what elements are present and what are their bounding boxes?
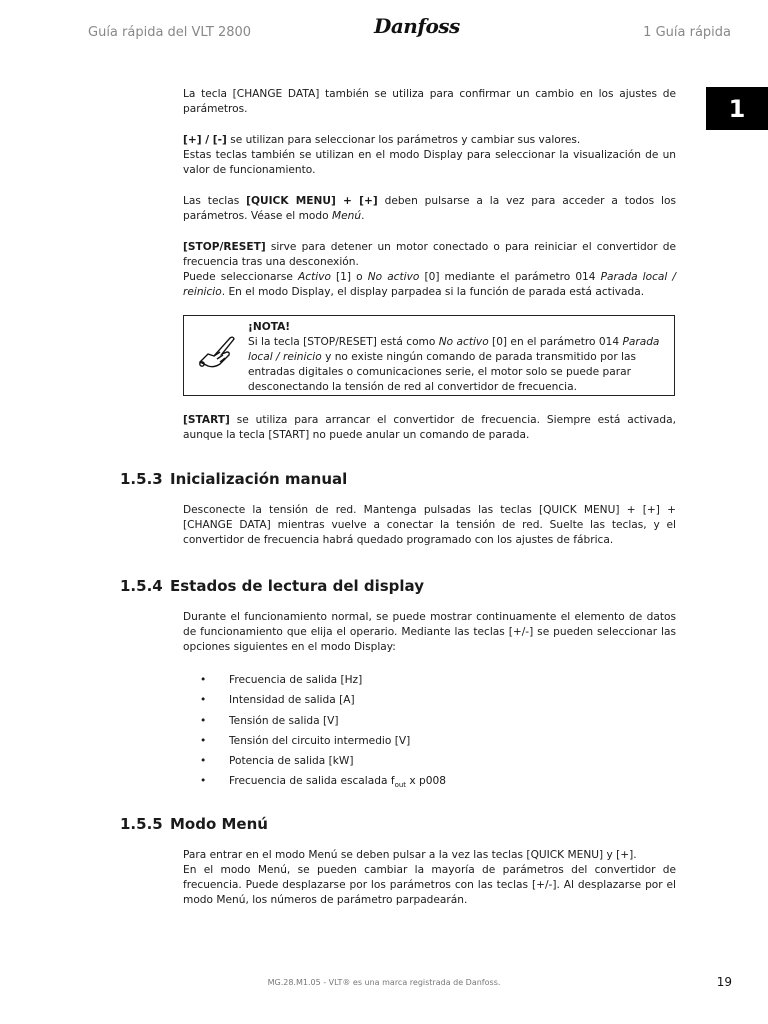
paragraph-start bbox=[183, 413, 676, 443]
note-title: ¡NOTA! bbox=[248, 321, 291, 333]
chapter-tab: 1 bbox=[706, 87, 768, 130]
pointing-hand-icon bbox=[194, 328, 238, 372]
subscript: out bbox=[394, 781, 407, 790]
list-item: • Intensidad de salida [A] bbox=[200, 690, 446, 710]
text: Para entrar en el modo Menú se deben pulsar a la vez las teclas [QUICK MENU] y [+]. bbox=[183, 849, 637, 861]
text: Si la tecla [STOP/RESET] está como bbox=[248, 336, 439, 348]
text: Frecuencia de salida escalada f bbox=[229, 775, 395, 788]
text: En el modo Menú, se pueden cambiar la mayoría de parámetros del convertidor de frecuencia. Puede desplazarse por los parámetros con las teclas [+/-]. Al desplazarse por el modo Menú, los números de parámetro parpadearán. bbox=[183, 864, 676, 906]
note-text bbox=[248, 320, 672, 395]
list-item: • Potencia de salida [kW] bbox=[200, 751, 446, 771]
section-heading-1-5-3 bbox=[120, 470, 347, 488]
key-plus-minus: [+] / [-] bbox=[183, 134, 227, 146]
display-options-list bbox=[200, 670, 446, 796]
list-item: • Tensión del circuito intermedio [V] bbox=[200, 731, 446, 751]
option-no-active: No activo bbox=[438, 336, 489, 348]
text: [0] mediante el parámetro 014 bbox=[419, 271, 601, 283]
paragraph-stop-reset bbox=[183, 240, 676, 300]
list-item: • Frecuencia de salida [Hz] bbox=[200, 670, 446, 690]
text: deben pulsarse a la vez para acceder a todos los parámetros. Véase el modo bbox=[183, 195, 676, 222]
text: y no existe ningún comando de parada transmitido por las entradas digitales o comunicaciones serie, el motor solo se puede parar desconectando la tensión de red al convertidor de frecuencia. bbox=[248, 351, 636, 393]
option-no-active: No activo bbox=[367, 271, 420, 283]
section-title: Inicialización manual bbox=[170, 470, 348, 488]
text: se utilizan para seleccionar los parámetros y cambiar sus valores. bbox=[226, 134, 581, 146]
section-number: 1.5.5 bbox=[120, 815, 163, 833]
text: sirve para detener un motor conectado o para reiniciar el convertidor de frecuencia tras una desconexión. bbox=[183, 241, 676, 268]
option-active: Activo bbox=[298, 271, 331, 283]
text: Puede seleccionarse bbox=[183, 271, 299, 283]
list-item bbox=[200, 771, 446, 795]
section-title: Estados de lectura del display bbox=[170, 577, 424, 595]
page-footer: MG.28.M1.05 - VLT® es una marca registrada de Danfoss. bbox=[267, 978, 501, 987]
section-heading-1-5-5 bbox=[120, 815, 268, 833]
text: Las teclas bbox=[183, 195, 247, 207]
text: x p008 bbox=[406, 775, 446, 788]
paragraph-quick-menu bbox=[183, 194, 676, 224]
header-chapter: 1 Guía rápida bbox=[643, 25, 731, 40]
paragraph-change-data: La tecla [CHANGE DATA] también se utiliza para confirmar un cambio en los ajustes de parámetros. bbox=[183, 88, 676, 115]
page-number: 19 bbox=[716, 975, 732, 989]
header-title: Guía rápida del VLT 2800 bbox=[88, 25, 252, 40]
text: . En el modo Display, el display parpadea si la función de parada está activada. bbox=[221, 286, 645, 298]
section-number: 1.5.4 bbox=[120, 577, 163, 595]
section-title: Modo Menú bbox=[170, 815, 268, 833]
list-item: • Tensión de salida [V] bbox=[200, 711, 446, 731]
text: . bbox=[361, 210, 365, 222]
paragraph-plus-minus bbox=[183, 133, 676, 178]
note-box bbox=[183, 315, 675, 396]
key-start: [START] bbox=[183, 414, 230, 426]
section-body-1-5-3: Desconecte la tensión de red. Mantenga pulsadas las teclas [QUICK MENU] + [+] + [CHANGE DATA] mientras vuelve a conectar la tensión de red. Suelte las teclas, y el convertidor de frecuencia habrá quedado programado con los ajustes de fábrica. bbox=[183, 504, 676, 546]
section-body-1-5-5 bbox=[183, 848, 676, 908]
param-name: Parada local / reinicio bbox=[183, 271, 676, 298]
section-number: 1.5.3 bbox=[120, 470, 163, 488]
section-heading-1-5-4 bbox=[120, 577, 424, 595]
text: [1] o bbox=[330, 271, 368, 283]
text: se utiliza para arrancar el convertidor de frecuencia. Siempre está activada, aunque la tecla [START] no puede anular un comando de parada. bbox=[183, 414, 676, 441]
danfoss-logo: Danfoss bbox=[374, 14, 460, 38]
section-body-1-5-4: Durante el funcionamiento normal, se puede mostrar continuamente el elemento de datos de funcionamiento que elija el operario. Mediante las teclas [+/-] se pueden seleccionar las opciones siguientes en el modo Display: bbox=[183, 611, 676, 653]
text: [0] en el parámetro 014 bbox=[488, 336, 623, 348]
text: Estas teclas también se utilizan en el modo Display para seleccionar la visualización de un valor de funcionamiento. bbox=[183, 149, 676, 176]
intro-content bbox=[183, 87, 676, 316]
ref-menu: Menú bbox=[331, 210, 362, 222]
key-stop-reset: [STOP/RESET] bbox=[183, 241, 266, 253]
key-quick-menu: [QUICK MENU] + [+] bbox=[246, 195, 378, 207]
param-name: Parada local / reinicio bbox=[248, 336, 660, 363]
page-header bbox=[0, 0, 768, 60]
